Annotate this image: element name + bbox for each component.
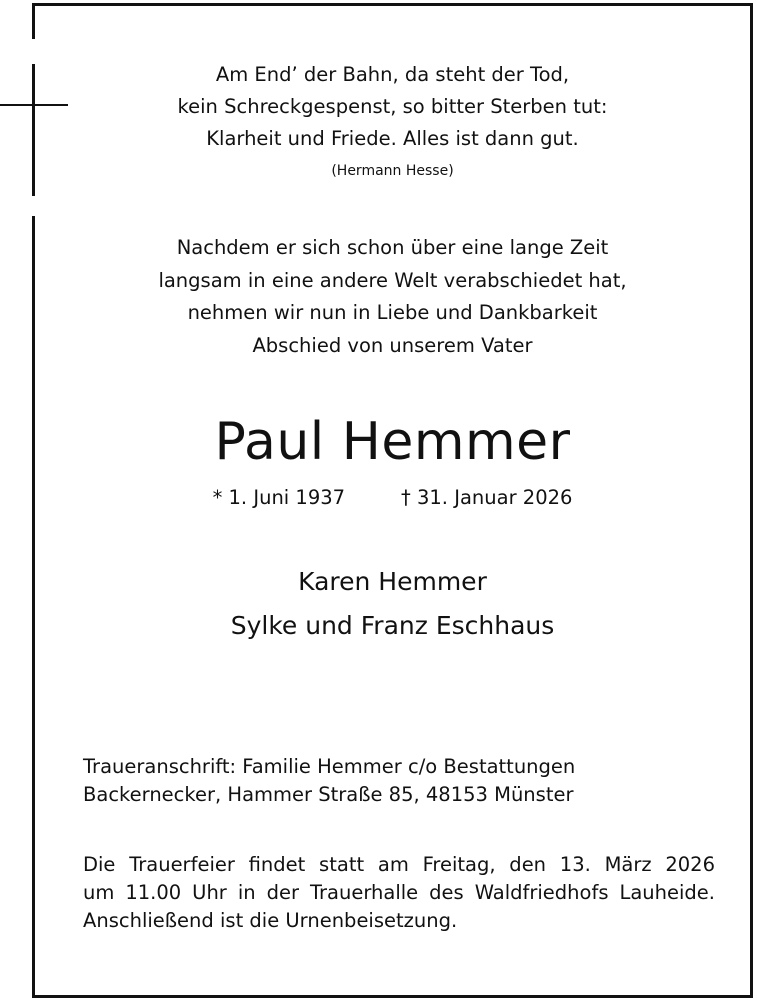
- intro-line: langsam in eine andere Welt verabschiedet hat,: [158, 268, 627, 292]
- intro-line: Abschied von unserem Vater: [252, 333, 533, 357]
- frame-bottom-border: [32, 995, 753, 998]
- deceased-name: Paul Hemmer: [214, 412, 571, 472]
- frame-right-border: [750, 3, 753, 998]
- address-line: Traueranschrift: Familie Hemmer c/o Bestattungen: [83, 755, 576, 778]
- family-member: Sylke und Franz Eschhaus: [230, 611, 555, 640]
- address-line: Backernecker, Hammer Straße 85, 48153 Münster: [83, 783, 574, 806]
- intro-line: nehmen wir nun in Liebe und Dankbarkeit: [187, 301, 598, 324]
- poem-line: kein Schreckgespenst, so bitter Sterben tut:: [177, 95, 608, 118]
- mourning-family: [35, 560, 750, 648]
- funeral-line: um 11.00 Uhr in der Trauerhalle des Waldfriedhofs Lauheide.: [83, 881, 715, 904]
- funeral-notice: [83, 851, 715, 935]
- funeral-line: Anschließend ist die Urnenbeisetzung.: [83, 909, 458, 932]
- birth-date: * 1. Juni 1937: [212, 486, 346, 509]
- death-date: † 31. Januar 2026: [401, 486, 573, 509]
- poem-line: Klarheit und Friede. Alles ist dann gut.: [206, 127, 579, 150]
- family-member: Karen Hemmer: [298, 567, 487, 596]
- life-dates: [35, 483, 750, 513]
- funeral-line: Die Trauerfeier findet statt am Freitag, den 13. März 2026: [83, 853, 715, 876]
- intro-line: Nachdem er sich schon über eine lange Zeit: [176, 236, 609, 259]
- frame-top-border: [32, 3, 753, 6]
- mourning-address: [83, 753, 715, 809]
- intro-text: [35, 232, 750, 362]
- poem-line: Am End’ der Bahn, da steht der Tod,: [215, 63, 570, 86]
- frame-left-border-upper: [32, 3, 35, 39]
- poem-quote: [35, 59, 750, 155]
- poem-author: (Hermann Hesse): [331, 163, 454, 179]
